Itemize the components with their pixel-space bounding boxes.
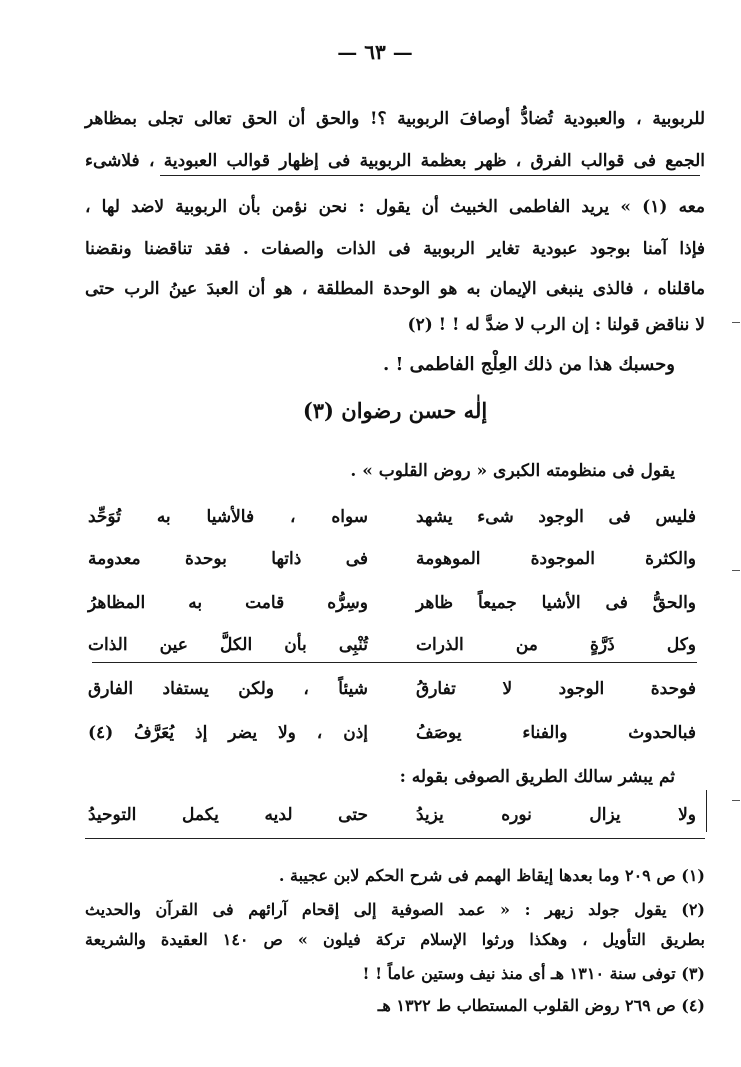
poem-verse: [88, 630, 696, 660]
verse-second-hemistich: وسِرُّه قامت به المظاهرُ: [88, 593, 368, 613]
paragraph-line: لا نناقض قولنا : إن الرب لا ضدَّ له ! ! (٢): [407, 315, 705, 335]
poem-verse: [88, 588, 696, 618]
paragraph-line: الجمع فى قوالب الفرق ، ظهر بعظمة الربوبية فى إظهار قوالب العبودية ، فلاشىء: [85, 151, 705, 171]
poem-verse: [88, 674, 696, 704]
verse-second-hemistich: سواه ، فالأشيا به تُوَحِّد: [88, 507, 368, 527]
verse-second-hemistich: حتى لديه يكمل التوحيدُ: [88, 805, 368, 825]
verse-second-hemistich: إذن ، ولا يضر إذ يُعَرَّفُ (٤): [88, 723, 368, 743]
margin-vertical-rule: [706, 790, 707, 832]
poem-verse: [88, 544, 696, 574]
underline-rule: [160, 175, 700, 176]
page-number: — ٦٣ —: [337, 40, 413, 64]
scan-edge-mark: [732, 322, 740, 323]
verse-first-hemistich: فبالحدوث والفناء يوصَفُ: [416, 723, 696, 743]
verse-second-hemistich: شيئاً ، ولكن يستفاد الفارق: [88, 679, 368, 699]
section-heading: إلٰه حسن رضوان (٣): [302, 398, 488, 423]
poem-intro: يقول فى منظومته الكبرى « روض القلوب » .: [350, 461, 675, 481]
verse-first-hemistich: والحقُّ فى الأشيا جميعاً ظاهر: [416, 593, 696, 613]
poem-verse: [88, 502, 696, 532]
final-poem-verse: [88, 800, 696, 830]
verse-second-hemistich: فى ذاتها بوحدة معدومة: [88, 549, 368, 569]
footnote: (٣) توفى سنة ١٣١٠ هـ أى منذ نيف وستين عاماً ! !: [362, 964, 705, 983]
verse-second-hemistich: تُنْبِى بأن الكلَّ عين الذات: [88, 635, 368, 655]
poem-intro-second: ثم يبشر سالك الطريق الصوفى بقوله :: [399, 767, 675, 787]
verse-first-hemistich: ولا يزال نوره يزيدُ: [416, 805, 696, 825]
paragraph-line: معه (١) » يريد الفاطمى الخبيث أن يقول : نحن نؤمن بأن الربوبية لاضد لها ،: [85, 197, 705, 217]
footnote: (٢) يقول جولد زيهر : « عمد الصوفية إلى إقحام آرائهم فى القرآن والحديث: [85, 900, 705, 919]
scan-edge-mark: [732, 570, 740, 571]
footnote-separator: [85, 838, 705, 839]
verse-separator-rule: [92, 662, 697, 663]
paragraph-line: فإذا آمنا بوجود عبودية تغاير الربوبية فى الذات والصفات . فقد تناقضنا ونقضنا: [85, 239, 705, 259]
scan-edge-mark: [732, 800, 740, 801]
verse-first-hemistich: والكثرة الموجودة الموهومة: [416, 549, 696, 569]
paragraph-line: ماقلناه ، فالذى ينبغى الإيمان به هو الوحدة المطلقة ، هو أن العبدَ عينُ الرب حتى: [85, 279, 705, 299]
verse-first-hemistich: فليس فى الوجود شىء يشهد: [416, 507, 696, 527]
verse-first-hemistich: فوحدة الوجود لا تفارقُ: [416, 679, 696, 699]
poem-verse: [88, 718, 696, 748]
verse-first-hemistich: وكل ذَرَّةٍ من الذرات: [416, 635, 696, 655]
footnote: بطريق التأويل ، وهكذا ورثوا الإسلام تركة فيلون » ص ١٤٠ العقيدة والشريعة: [85, 930, 706, 949]
paragraph-line: للربوبية ، والعبودية تُضادُّ أوصافَ الربوبية ؟! والحق أن الحق تعالى تجلى بمظاهر: [85, 109, 705, 129]
closing-line: وحسبك هذا من ذلك العِلْج الفاطمى ! .: [382, 354, 675, 375]
footnote: (١) ص ٢٠٩ وما بعدها إيقاظ الهمم فى شرح الحكم لابن عجيبة .: [278, 866, 705, 885]
footnote: (٤) ص ٢٦٩ روض القلوب المستطاب ط ١٣٢٢ هـ: [377, 996, 705, 1015]
